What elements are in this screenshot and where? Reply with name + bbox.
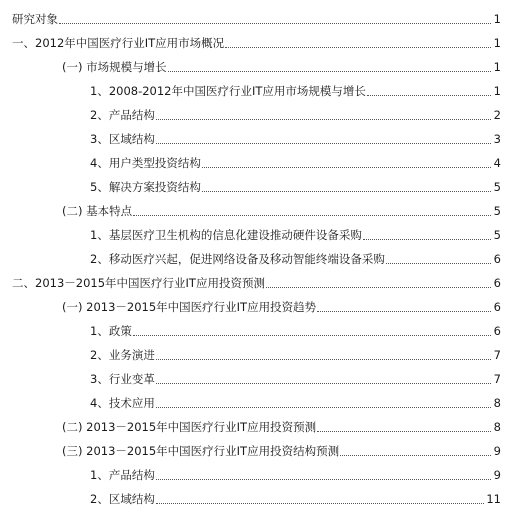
toc-page-number: 11 [486,492,501,506]
toc-entry-subsection-2-3-2[interactable] [90,487,501,507]
toc-entry-text: (二) 2013－2015年中国医疗行业IT应用投资预测 [62,420,317,434]
dot-leader [363,239,491,240]
toc-entry-text: 研究对象 [12,12,58,26]
dot-leader [156,119,491,120]
toc-entry-subsection-1-1-2[interactable] [90,103,501,123]
toc-page-number: 1 [493,12,501,26]
toc-entry-text: 3、行业变革 [90,372,155,386]
toc-entry-text: 3、区域结构 [90,132,155,146]
dot-leader [266,287,491,288]
toc-entry-subsection-2-1-3[interactable] [90,367,501,387]
toc-entry-subsection-1-1-5[interactable] [90,175,501,195]
toc-entry-subsection-2-1-2[interactable] [90,343,501,363]
toc-entry-text: 1、2008-2012年中国医疗行业IT应用市场规模与增长 [90,84,366,98]
toc-entry-text: 4、技术应用 [90,396,155,410]
dot-leader [317,431,491,432]
toc-entry-subsection-1-1-3[interactable] [90,127,501,147]
toc-entry-subsection-2-1-1[interactable] [90,319,501,339]
toc-entry-text: 一、2012年中国医疗行业IT应用市场概况 [12,36,225,50]
toc-entry-section-2-3[interactable] [62,439,501,459]
dot-leader [156,143,491,144]
toc-page-number: 3 [493,132,501,146]
toc-page-number: 5 [493,204,501,218]
toc-page-number: 5 [493,180,501,194]
toc-entry-subsection-2-1-4[interactable] [90,391,501,411]
dot-leader [133,335,491,336]
dot-leader [340,455,491,456]
toc-page-number: 6 [493,300,501,314]
toc-page-number: 9 [493,468,501,482]
dot-leader [367,95,491,96]
dot-leader [168,71,491,72]
toc-entry-text: (一) 2013－2015年中国医疗行业IT应用投资趋势 [62,300,317,314]
toc-entry-chapter-2[interactable] [12,271,501,291]
toc-entry-text: 2、产品结构 [90,108,155,122]
toc-page-number: 7 [493,348,501,362]
toc-page-number: 1 [493,84,501,98]
dot-leader [156,359,491,360]
dot-leader [386,263,491,264]
toc-entry-text: 4、用户类型投资结构 [90,156,201,170]
toc-page-number: 8 [493,396,501,410]
dot-leader [317,311,491,312]
dot-leader [156,383,491,384]
toc-page-number: 7 [493,372,501,386]
toc-page-number: 9 [493,444,501,458]
toc-entry-section-1-1[interactable] [62,55,501,75]
toc-page-number: 6 [493,276,501,290]
toc-entry-section-2-1[interactable] [62,295,501,315]
toc-page-number: 1 [493,36,501,50]
toc-entry-text: 1、产品结构 [90,468,155,482]
toc-entry-text: 2、区域结构 [90,492,155,506]
dot-leader [202,167,491,168]
dot-leader [133,215,491,216]
toc-entry-text: (一) 市场规模与增长 [62,60,167,74]
toc-entry-subsection-1-2-1[interactable] [90,223,501,243]
toc-entry-text: 1、基层医疗卫生机构的信息化建设推动硬件设备采购 [90,228,362,242]
dot-leader [156,407,491,408]
toc-entry-text: (三) 2013－2015年中国医疗行业IT应用投资结构预测 [62,444,340,458]
toc-entry-text: 1、政策 [90,324,132,338]
toc-page-number: 4 [493,156,501,170]
toc-entry-subsection-1-1-1[interactable] [90,79,501,99]
toc-entry-text: 2、移动医疗兴起，促进网络设备及移动智能终端设备采购 [90,252,385,266]
toc-page-number: 6 [493,324,501,338]
toc-page-number: 6 [493,252,501,266]
dot-leader [156,479,491,480]
toc-entry-subsection-1-1-4[interactable] [90,151,501,171]
dot-leader [59,23,491,24]
toc-entry-section-2-2[interactable] [62,415,501,435]
toc-entry-section-1-2[interactable] [62,199,501,219]
toc-page-number: 2 [493,108,501,122]
dot-leader [156,503,485,504]
toc-page-number: 8 [493,420,501,434]
toc-entry-subsection-1-2-2[interactable] [90,247,501,267]
toc-entry-research-object[interactable] [12,7,501,27]
toc-entry-chapter-1[interactable] [12,31,501,51]
toc-page-number: 1 [493,60,501,74]
toc-entry-text: 5、解决方案投资结构 [90,180,201,194]
toc-entry-subsection-2-3-1[interactable] [90,463,501,483]
toc-entry-text: (二) 基本特点 [62,204,133,218]
toc-page-number: 5 [493,228,501,242]
dot-leader [202,191,491,192]
dot-leader [225,47,491,48]
toc-entry-text: 二、2013－2015年中国医疗行业IT应用投资预测 [12,276,265,290]
toc-entry-text: 2、业务演进 [90,348,155,362]
